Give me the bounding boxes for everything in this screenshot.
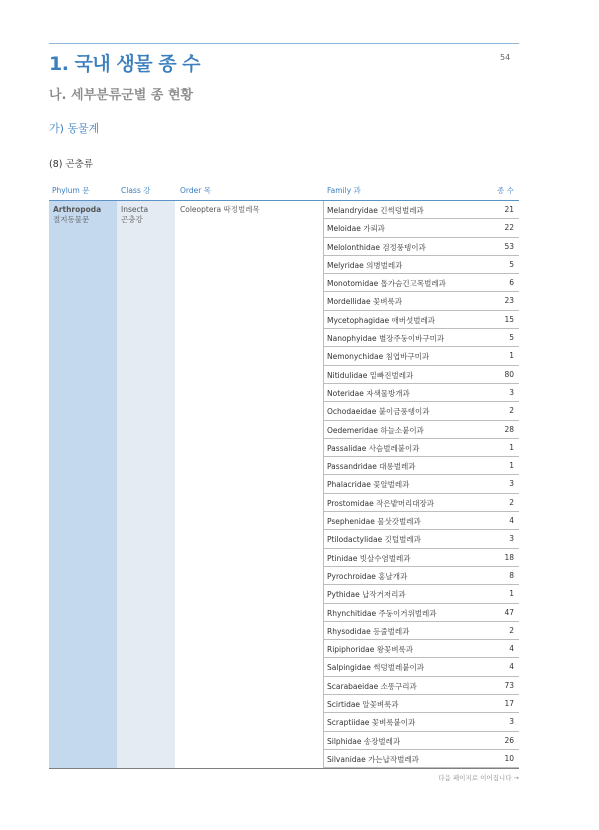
family-name: Salpingidae 썩덩벌레붙이과 [327,663,424,673]
family-name: Phalacridae 꽃알벌레과 [327,480,410,490]
table-row [323,658,519,676]
species-count: 53 [504,241,514,251]
family-name: Melandryidae 긴썩덩벌레과 [327,206,424,215]
species-count: 2 [509,625,514,635]
family-name: Meloidae 가뢰과 [327,224,385,234]
family-name: Oedemeridae 하늘소붙이과 [327,425,424,435]
table-row [323,366,519,384]
family-name: Scraptiidae 꽃벼룩붙이과 [327,718,416,728]
table-row [323,494,519,512]
species-count: 1 [509,351,514,361]
table-row [323,274,519,292]
table-row [323,530,519,548]
table-row [323,311,519,329]
top-rule [49,43,519,44]
species-count: 5 [509,333,514,343]
family-name: Scirtidae 알꽃벼룩과 [327,700,399,710]
table-row [323,238,519,256]
species-count: 18 [504,552,514,562]
species-count: 21 [504,205,514,214]
table-row [323,439,519,457]
heading-1: 1. 국내 생물 종 수 [49,53,201,75]
species-count: 3 [509,387,514,397]
table-row [323,329,519,347]
heading-2: 나. 세부분류군별 종 현황 [49,88,194,103]
species-count: 23 [504,296,514,306]
table-row [323,292,519,310]
family-name: Rhysodidae 등줄벌레과 [327,626,410,636]
species-count: 1 [509,442,514,452]
order-name: Coleoptera 딱정벌레목 [180,205,260,214]
family-name: Ptilodactylidae 깃털벌레과 [327,535,421,545]
table-row [323,219,519,237]
header-family: Family 과 [327,186,361,195]
table-row [323,347,519,365]
species-count: 4 [509,662,514,672]
species-count: 47 [504,607,514,617]
species-count: 5 [509,259,514,269]
page-number: 54 [500,53,511,62]
family-name: Scarabaeidae 소똥구리과 [327,681,417,691]
table-header [49,181,519,201]
table-row [323,402,519,420]
header-phylum: Phylum 문 [52,186,90,195]
family-name: Prostomidae 작은밭머리대장과 [327,498,435,508]
table-row [323,622,519,640]
table-row [323,421,519,439]
species-count: 6 [509,278,514,288]
species-count: 1 [509,589,514,599]
class-korean: 곤충강 [121,215,143,224]
family-name: Silphidae 송장벌레과 [327,736,401,746]
table-row [323,604,519,622]
header-class: Class 강 [121,186,151,195]
heading-3: 가) 동물계 [49,122,100,135]
table-row [323,256,519,274]
table-row [323,677,519,695]
family-name: Ochodaeidae 붙이금풍뎅이과 [327,407,430,417]
table-row [323,640,519,658]
table-row [323,549,519,567]
table-row [323,384,519,402]
family-name: Pythidae 납작거저리과 [327,590,406,600]
family-name: Silvanidae 가는납작벌레과 [327,754,419,764]
species-count: 8 [509,570,514,580]
family-name: Ptinidae 빗살수염벌레과 [327,553,411,563]
table-row [323,713,519,731]
class-latin: Insecta [121,205,149,214]
family-name: Ripiphoridae 왕꽃벼룩과 [327,645,413,655]
header-order: Order 목 [180,186,211,195]
family-name: Noteridae 자색물방개과 [327,388,410,398]
heading-4: (8) 곤충류 [49,159,94,170]
family-name: Passandridae 대롱벌레과 [327,462,416,472]
table-row [323,512,519,530]
family-name: Nitidulidae 밑빠진벌레과 [327,370,414,380]
family-name: Monotomidae 톱가슴긴고목벌레과 [327,279,446,289]
phylum-korean: 절지동물문 [53,215,90,224]
table-row [323,695,519,713]
species-count: 2 [509,406,514,416]
species-count: 10 [504,753,514,763]
table-row [323,732,519,750]
species-count: 4 [509,516,514,526]
header-count: 종 수 [497,186,514,195]
family-name: Pyrochroidae 홍날개과 [327,571,408,581]
table-row [323,750,519,768]
family-name: Rhynchitidae 주둥이거위벌레과 [327,608,437,618]
species-count: 1 [509,461,514,471]
species-count: 15 [504,314,514,324]
continue-note: 다음 페이지로 이어집니다 → [438,774,519,782]
family-name: Nanophyidae 별장주둥이바구미과 [327,334,445,344]
family-name: Mordellidae 꽃벼룩과 [327,297,402,307]
table-row [323,567,519,585]
species-count: 17 [504,699,514,709]
family-name: Melolonthidae 검정풍뎅이과 [327,242,426,252]
species-count: 3 [509,534,514,544]
phylum-latin: Arthropoda [53,205,102,214]
table-row [323,475,519,493]
family-name: Melyridae 의병벌레과 [327,260,403,270]
table-row [323,585,519,603]
family-rows [323,201,519,768]
species-count: 26 [504,735,514,745]
bottom-rule [49,768,519,769]
species-count: 4 [509,644,514,654]
phylum-column [49,201,117,768]
family-name: Passalidae 사슴벌레붙이과 [327,443,420,453]
species-count: 3 [509,479,514,489]
species-count: 28 [504,424,514,434]
family-name: Mycetophagidae 애버섯벌레과 [327,315,435,325]
species-count: 3 [509,717,514,727]
species-count: 73 [504,680,514,690]
species-count: 2 [509,497,514,507]
table-row [323,201,519,219]
species-count: 80 [504,369,514,379]
species-count: 22 [504,223,514,233]
table-row [323,457,519,475]
class-column [117,201,175,768]
family-name: Nemonychidae 침엽바구미과 [327,352,430,362]
family-name: Psephenidae 물삿갓벌레과 [327,517,421,527]
